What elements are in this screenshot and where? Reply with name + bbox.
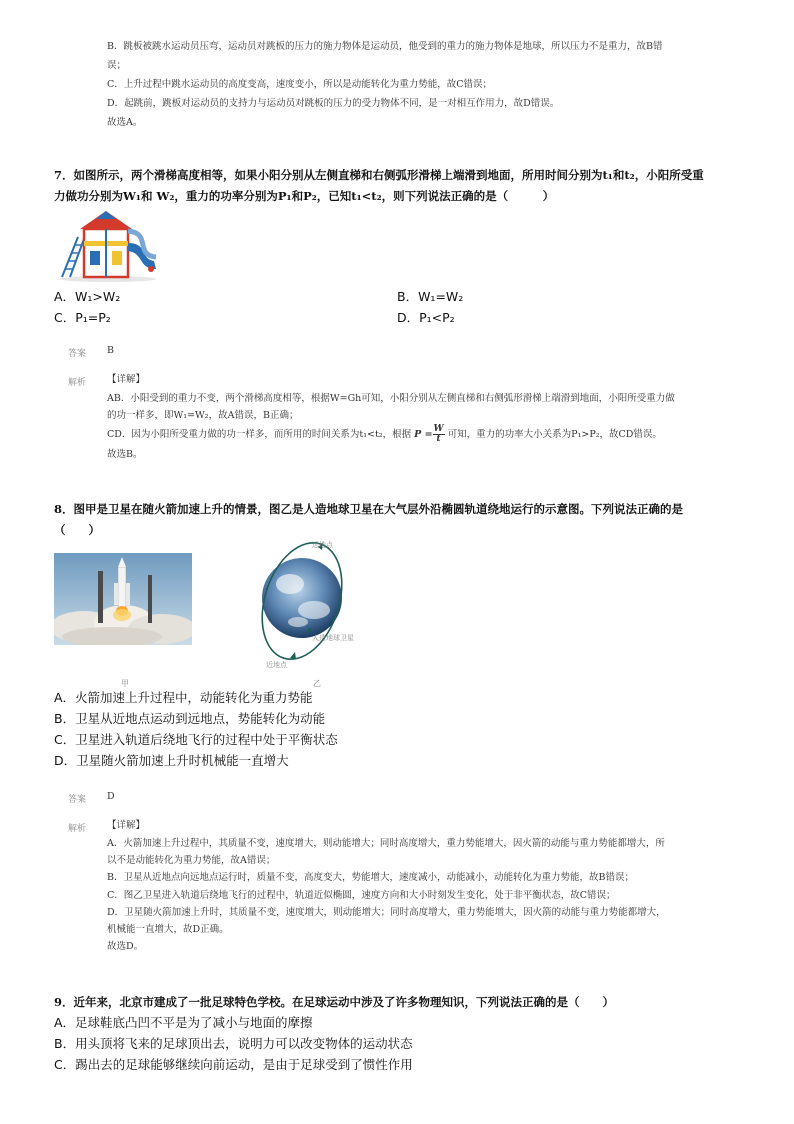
q7-option-a[interactable]: A．W₁>W₂ [54, 289, 121, 304]
q7-conclusion: 故选B。 [107, 449, 143, 460]
slide-figure [56, 207, 160, 283]
q8-analysis-a-line2: 以不是动能转化为重力势能，故A错误； [107, 855, 276, 866]
q7-formula-lhs: P = [414, 429, 433, 440]
q7-detail-heading: 【详解】 [107, 374, 146, 385]
q8-analysis-d-line1: D．卫星随火箭加速上升时，其质量不变，速度增大，则动能增大；同时高度增大，重力势能增大，因火箭的动能与重力势能都增大， [107, 907, 666, 918]
q8-option-c[interactable]: C．卫星进入轨道后绕地飞行的过程中处于平衡状态 [54, 732, 338, 747]
q7-analysis-label: 解析 [68, 378, 87, 388]
q9-option-a[interactable]: A．足球鞋底凸凹不平是为了减小与地面的摩擦 [54, 1015, 313, 1030]
q7-analysis-ab-line1: AB．小阳受到的重力不变，两个滑梯高度相等，根据W=Gh可知，小阳分别从左侧直梯和右侧弧形滑梯上端滑到地面，小阳所受重力做 [107, 393, 675, 404]
q7-analysis-ab-line2: 的功一样多，即W₁=W₂，故A错误，B正确； [107, 410, 299, 421]
fig-b-caption: 乙 [313, 679, 321, 688]
q8-option-a[interactable]: A．火箭加速上升过程中，动能转化为重力势能 [54, 690, 313, 705]
q8-analysis-b: B．卫星从近地点向远地点运行时，质量不变，高度变大，势能增大，速度减小，动能减小，动能转化为重力势能，故B错误； [107, 872, 634, 883]
q8-stem-line1: 8．图甲是卫星在随火箭加速上升的情景，图乙是人造地球卫星在大气层外沿椭圆轨道绕地运行的示意图。下列说法正确的是 [54, 502, 683, 516]
q8-detail-heading: 【详解】 [107, 820, 146, 831]
q7-formula-numerator: W [433, 424, 444, 434]
explanation-b-line1: B．跳板被跳水运动员压弯，运动员对跳板的压力的施力物体是运动员，他受到的重力的施力物体是地球，所以压力不是重力，故B错 [107, 41, 663, 52]
q7-answer: B [107, 345, 114, 356]
q8-answer-label: 答案 [68, 795, 87, 805]
q8-analysis-d-line2: 机械能一直增大，故D正确。 [107, 924, 229, 935]
near-point-label: 近地点 [266, 661, 287, 669]
q8-option-d[interactable]: D．卫星随火箭加速上升时机械能一直增大 [54, 753, 289, 768]
satellite-orbit-figure [256, 534, 376, 674]
q7-analysis-cd-post: 可知，重力的功率大小关系为P₁>P₂，故CD错误。 [444, 429, 662, 440]
rocket-launch-figure [54, 553, 192, 645]
q8-analysis-a-line1: A．火箭加速上升过程中，其质量不变，速度增大，则动能增大；同时高度增大，重力势能增大，因火箭的动能与重力势能都增大，所 [107, 838, 665, 849]
q7-stem-line1: 7．如图所示，两个滑梯高度相等，如果小阳分别从左侧直梯和右侧弧形滑梯上端滑到地面，所用时间分别为t₁和t₂，小阳所受重 [54, 168, 704, 182]
q8-option-b[interactable]: B．卫星从近地点运动到远地点，势能转化为动能 [54, 711, 326, 726]
explanation-conclusion: 故选A。 [107, 117, 143, 128]
explanation-b-line2: 误； [107, 60, 127, 71]
q7-analysis-cd [107, 425, 662, 444]
explanation-c: C．上升过程中跳水运动员的高度变高，速度变小，所以是动能转化为重力势能，故C错误； [107, 79, 493, 90]
fig-a-caption: 甲 [121, 679, 129, 688]
q8-stem-line2: （ ） [54, 523, 100, 537]
q8-answer: D [107, 791, 115, 802]
q7-stem-line2: 力做功分别为W₁和 W₂，重力的功率分别为P₁和P₂，已知t₁<t₂，则下列说法正确的是（ ） [54, 189, 555, 203]
q9-option-c[interactable]: C．踢出去的足球能够继续向前运动，是由于足球受到了惯性作用 [54, 1057, 413, 1072]
q7-option-b[interactable]: B．W₁=W₂ [397, 289, 464, 304]
q7-formula-denominator: t [436, 434, 441, 444]
satellite-label: 人造地球卫星 [312, 634, 354, 642]
q9-option-b[interactable]: B．用头顶将飞来的足球顶出去，说明力可以改变物体的运动状态 [54, 1036, 413, 1051]
explanation-d: D．起跳前，跳板对运动员的支持力与运动员对跳板的压力的受力物体不同，是一对相互作用力，故D错误。 [107, 98, 560, 109]
q8-conclusion: 故选D。 [107, 941, 144, 952]
q7-formula-fraction [433, 425, 445, 444]
q7-option-d[interactable]: D．P₁<P₂ [397, 310, 455, 325]
q9-stem: 9．近年来，北京市建成了一批足球特色学校。在足球运动中涉及了许多物理知识，下列说法正确的是（ ） [54, 995, 614, 1009]
q7-option-c[interactable]: C．P₁=P₂ [54, 310, 111, 325]
q8-analysis-c: C．图乙卫星进入轨道后绕地飞行的过程中，轨道近似椭圆，速度方向和大小时刻发生变化，处于非平衡状态，故C错误； [107, 890, 616, 901]
q7-answer-label: 答案 [68, 349, 87, 359]
q7-analysis-cd-pre: CD．因为小阳所受重力做的功一样多，而所用的时间关系为t₁<t₂，根据 [107, 429, 415, 440]
far-point-label: 远地点 [312, 541, 333, 549]
q8-analysis-label: 解析 [68, 824, 87, 834]
